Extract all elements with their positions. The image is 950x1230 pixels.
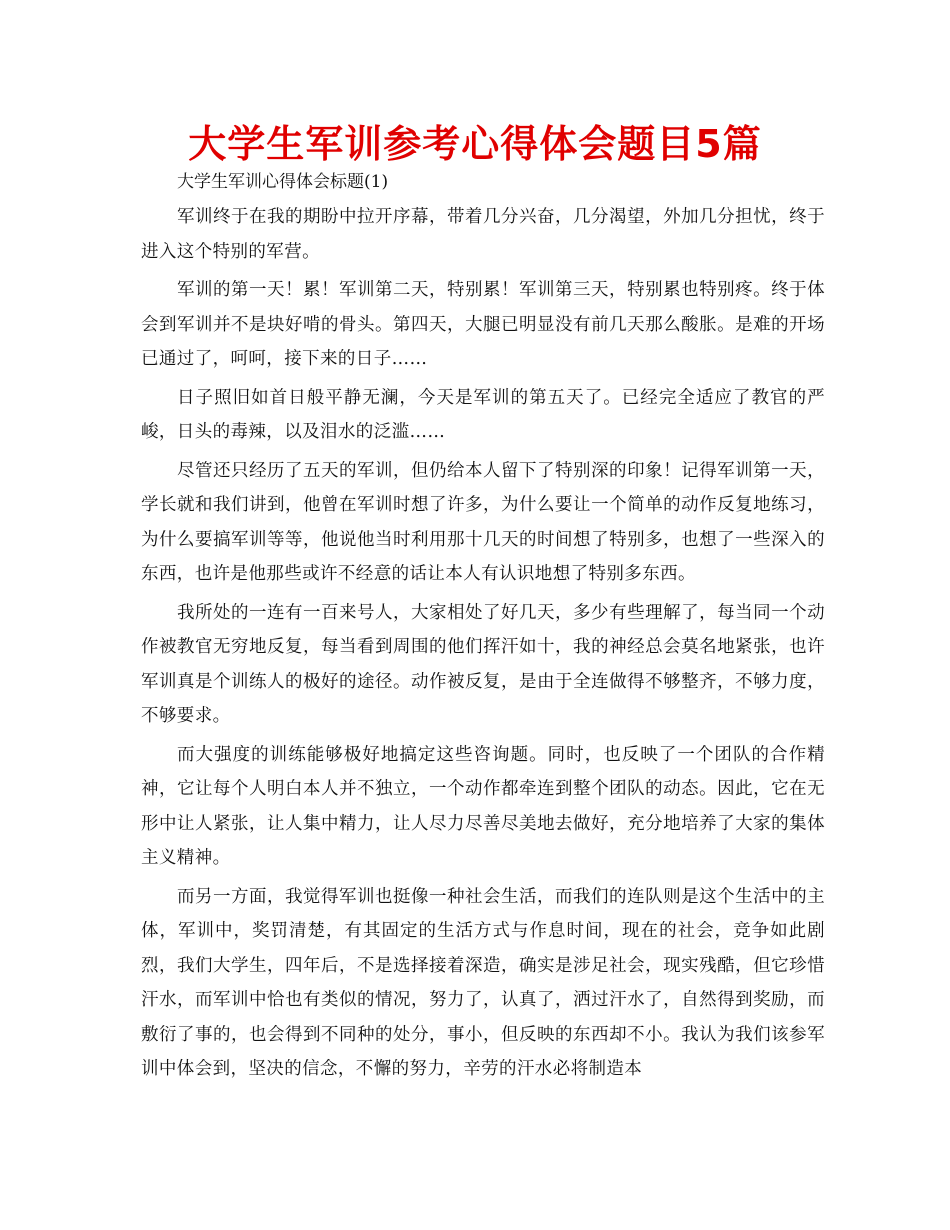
document-body: [141, 168, 825, 1091]
paragraph: 军训终于在我的期盼中拉开序幕，带着几分兴奋，几分渴望，外加几分担忧，终于进入这个特别的军营。: [141, 207, 825, 262]
paragraph: 而另一方面，我觉得军训也挺像一种社会生活，而我们的连队则是这个生活中的主体，军训中，奖罚清楚，有其固定的生活方式与作息时间，现在的社会，竞争如此剧烈，我们大学生，四年后，不是选择接着深造，确实是涉足社会，现实残酷，但它珍惜汗水，而军训中恰也有类似的情况，努力了，认真了，洒过汗水了，自然得到奖励，而敷衍了事的，也会得到不同种的处分，事小，但反映的东西却不小。我认为我们该参军训中体会到，坚决的信念，不懈的努力，辛劳的汗水必将制造本: [141, 886, 825, 1079]
paragraph: 我所处的一连有一百来号人，大家相处了好几天，多少有些理解了，每当同一个动作被教官无穷地反复，每当看到周围的他们挥汗如十，我的神经总会莫名地紧张，也许军训真是个训练人的极好的途径。动作被反复，是由于全连做得不够整齐，不够力度，不够要求。: [141, 602, 825, 726]
paragraph: 尽管还只经历了五天的军训，但仍给本人留下了特别深的印象！记得军训第一天，学长就和我们讲到，他曾在军训时想了许多，为什么要让一个简单的动作反复地练习，为什么要搞军训等等，他说他当时利用那十几天的时间想了特别多，也想了一些深入的东西，也许是他那些或许不经意的话让本人有认识地想了特别多东西。: [141, 460, 825, 584]
paragraph: 而大强度的训练能够极好地搞定这些咨询题。同时，也反映了一个团队的合作精神，它让每个人明白本人并不独立，一个动作都牵连到整个团队的动态。因此，它在无形中让人紧张，让人集中精力，让人尽力尽善尽美地去做好，充分地培养了大家的集体主义精神。: [141, 744, 825, 868]
paragraph: 日子照旧如首日般平静无澜，今天是军训的第五天了。已经完全适应了教官的严峻，日头的毒辣，以及泪水的泛滥……: [141, 387, 825, 442]
document-title: 大学生军训参考心得体会题目5篇: [188, 122, 762, 166]
section-heading: 大学生军训心得体会标题(1): [177, 172, 389, 192]
paragraph: 军训的第一天！累！军训第二天，特别累！军训第三天，特别累也特别疼。终于体会到军训并不是块好啃的骨头。第四天，大腿已明显没有前几天那么酸胀。是难的开场已通过了，呵呵，接下来的日子……: [141, 280, 825, 369]
